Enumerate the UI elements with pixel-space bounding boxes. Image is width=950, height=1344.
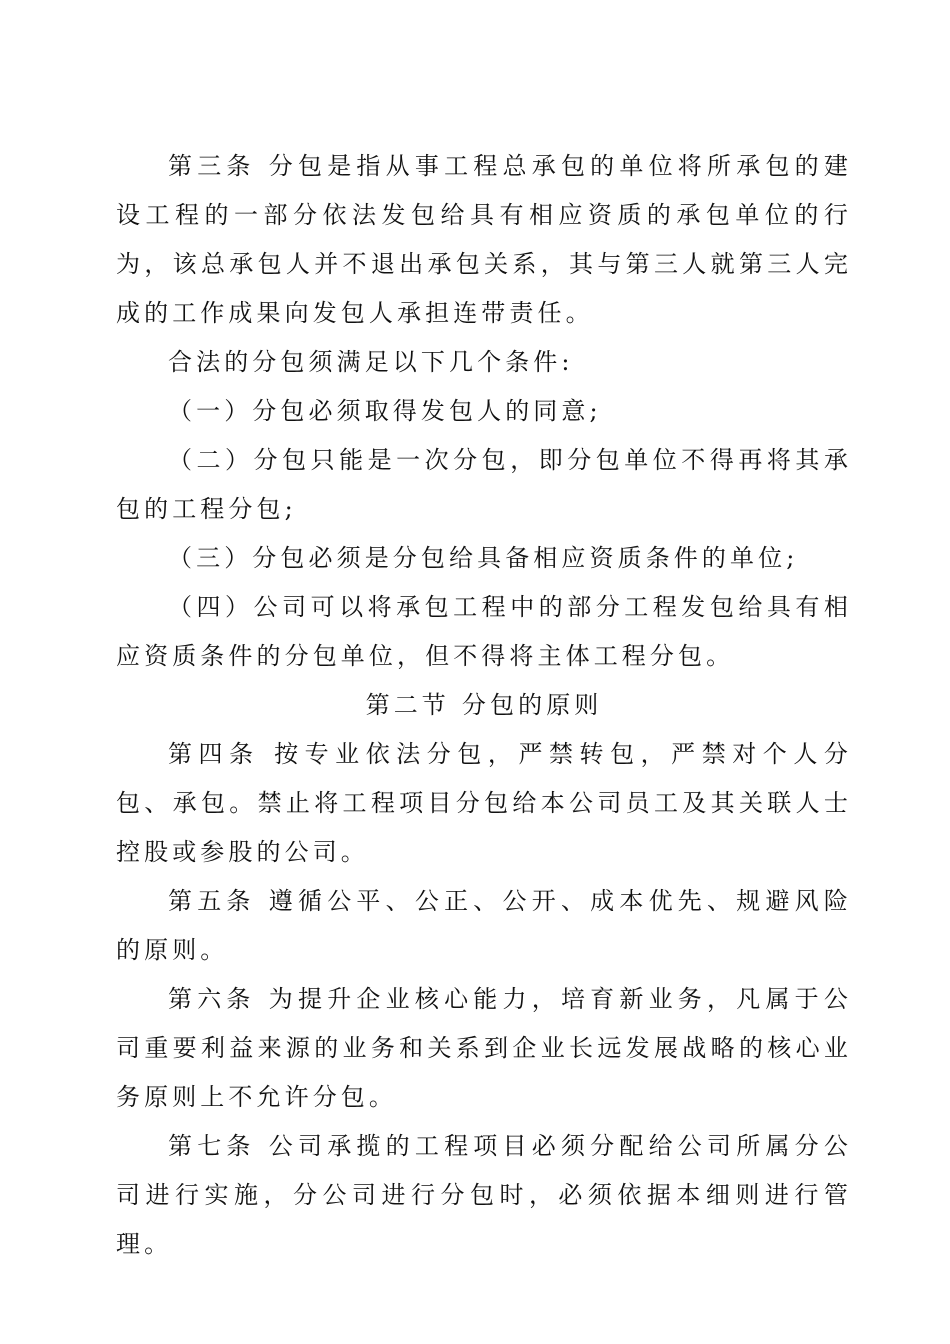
condition-1: （一）分包必须取得发包人的同意;	[168, 397, 602, 425]
article-label: 第四条	[168, 740, 260, 768]
article-7	[116, 1122, 852, 1269]
article-text: 公司承揽的工程项目必须分配给公司所属分公司进行实施，分公司进行分包时，必须依据本细则进行管理。	[116, 1132, 852, 1258]
article-text: 分包是指从事工程总承包的单位将所承包的建设工程的一部分依法发包给具有相应资质的承包单位的行为，该总承包人并不退出承包关系，其与第三人就第三人完成的工作成果向发包人承担连带责任。	[116, 152, 852, 327]
article-label: 第七条	[168, 1132, 256, 1160]
condition-4: （四）公司可以将承包工程中的部分工程发包给具有相应资质条件的分包单位，但不得将主体工程分包。	[116, 593, 852, 670]
section-label: 第二节	[365, 691, 450, 719]
article-text: 遵循公平、公正、公开、成本优先、规避风险的原则。	[116, 887, 852, 964]
condition-3: （三）分包必须是分包给具备相应资质条件的单位;	[168, 544, 799, 572]
article-6	[116, 975, 852, 1122]
section-title: 分包的原则	[461, 691, 603, 719]
article-label: 第五条	[168, 887, 256, 915]
article-label: 第六条	[168, 985, 256, 1013]
article-text: 为提升企业核心能力，培育新业务，凡属于公司重要利益来源的业务和关系到企业长远发展战略的核心业务原则上不允许分包。	[116, 985, 852, 1111]
article-4	[116, 730, 852, 877]
condition-2: （二）分包只能是一次分包，即分包单位不得再将其承包的工程分包;	[116, 446, 852, 523]
article-5	[116, 877, 852, 975]
article-3	[116, 142, 852, 338]
document-body	[116, 142, 852, 1269]
article-label: 第三条	[168, 152, 256, 180]
article-text: 按专业依法分包，严禁转包，严禁对个人分包、承包。禁止将工程项目分包给本公司员工及其关联人士控股或参股的公司。	[116, 740, 852, 866]
section-heading	[116, 681, 852, 730]
conditions-intro: 合法的分包须满足以下几个条件:	[168, 348, 574, 376]
